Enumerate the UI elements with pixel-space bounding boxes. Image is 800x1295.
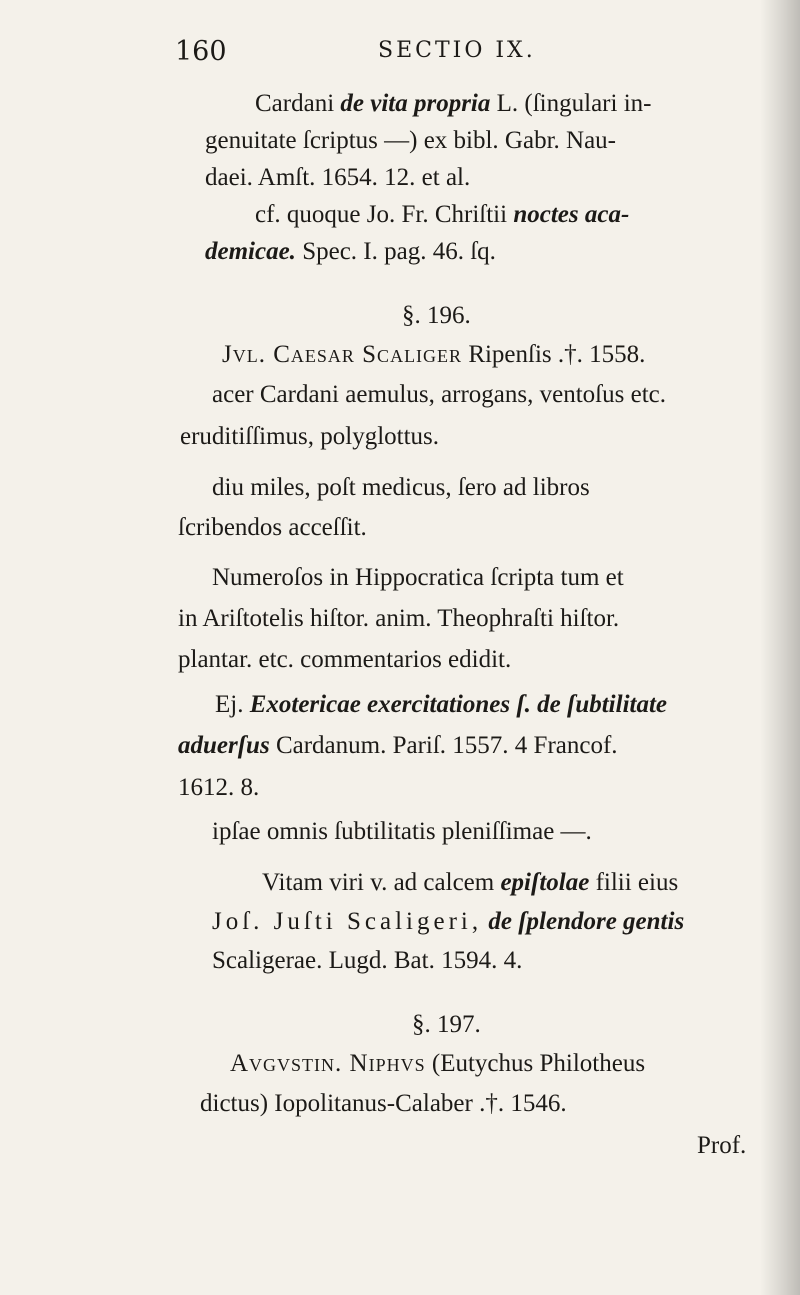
text-span: filii eius [595, 869, 679, 896]
text-line [255, 87, 651, 121]
title-italic: de vita propria [340, 90, 491, 117]
text-line: ipſae omnis ſubtilitatis pleniſſimae —. [212, 818, 592, 845]
text-line: in Ariſtotelis hiſtor. anim. Theophraſti hiſtor. [178, 605, 620, 632]
page-number: 160 [175, 36, 227, 67]
text-line: eruditiſſimus, polyglottus. [180, 423, 440, 450]
title-italic: demicae. [205, 238, 296, 265]
text-line: Scaligerae. Lugd. Bat. 1594. 4. [212, 947, 523, 974]
section-heading: §. 196. [402, 302, 471, 329]
text-line: 1612. 8. [178, 774, 260, 801]
author-line [222, 338, 645, 372]
section-heading: §. 197. [412, 1011, 481, 1038]
text-line [212, 905, 684, 939]
text-line: diu miles, poſt medicus, ſero ad libros [212, 474, 590, 501]
text-span: Cardanum. Pariſ. 1557. 4 Francof. [275, 732, 618, 759]
text-line: acer Cardani aemulus, arrogans, ventoſus etc. [212, 381, 666, 408]
text-line: dictus) Iopolitanus-Calaber .†. 1546. [200, 1090, 567, 1117]
text-line: plantar. etc. commentarios edidit. [178, 646, 512, 673]
text-line: Numeroſos in Hippocratica ſcripta tum et [212, 564, 624, 591]
running-head: SECTIO IX. [378, 38, 536, 63]
text-line: genuitate ſcriptus —) ex bibl. Gabr. Nau- [205, 127, 616, 154]
title-italic: epiſtolae [500, 869, 590, 896]
text-span: L. (ſingulari in- [496, 90, 652, 117]
text-line [215, 688, 667, 722]
title-italic: noctes aca- [513, 201, 630, 228]
catchword: Prof. [697, 1132, 747, 1159]
author-name: Avgvstin. Niphvs [230, 1050, 426, 1077]
text-line: daei. Amſt. 1654. 12. et al. [205, 164, 471, 191]
text-line [205, 235, 496, 269]
title-italic: aduerſus [178, 732, 270, 759]
title-italic: Exotericae exercitationes ſ. de ſubtilitate [249, 691, 668, 718]
text-span: Ripenſis .†. 1558. [468, 341, 646, 368]
author-line [230, 1047, 645, 1081]
text-line [178, 729, 618, 763]
text-line [255, 198, 629, 232]
text-line: ſcribendos acceſſit. [178, 514, 367, 541]
text-span: (Eutychus Philotheus [431, 1050, 646, 1077]
text-span: Cardani [255, 90, 335, 117]
spaced-name: Joſ. Juſti Scaligeri, [212, 908, 483, 935]
text-span: Vitam viri v. ad calcem [262, 869, 495, 896]
text-span: Ej. [215, 691, 244, 718]
author-name: Jvl. Caesar Scaliger [222, 341, 463, 368]
text-span: cf. quoque Jo. Fr. Chriſtii [255, 201, 508, 228]
title-italic: de ſplendore gentis [488, 908, 685, 935]
text-span: Spec. I. pag. 46. ſq. [302, 238, 496, 265]
text-line [262, 866, 678, 900]
